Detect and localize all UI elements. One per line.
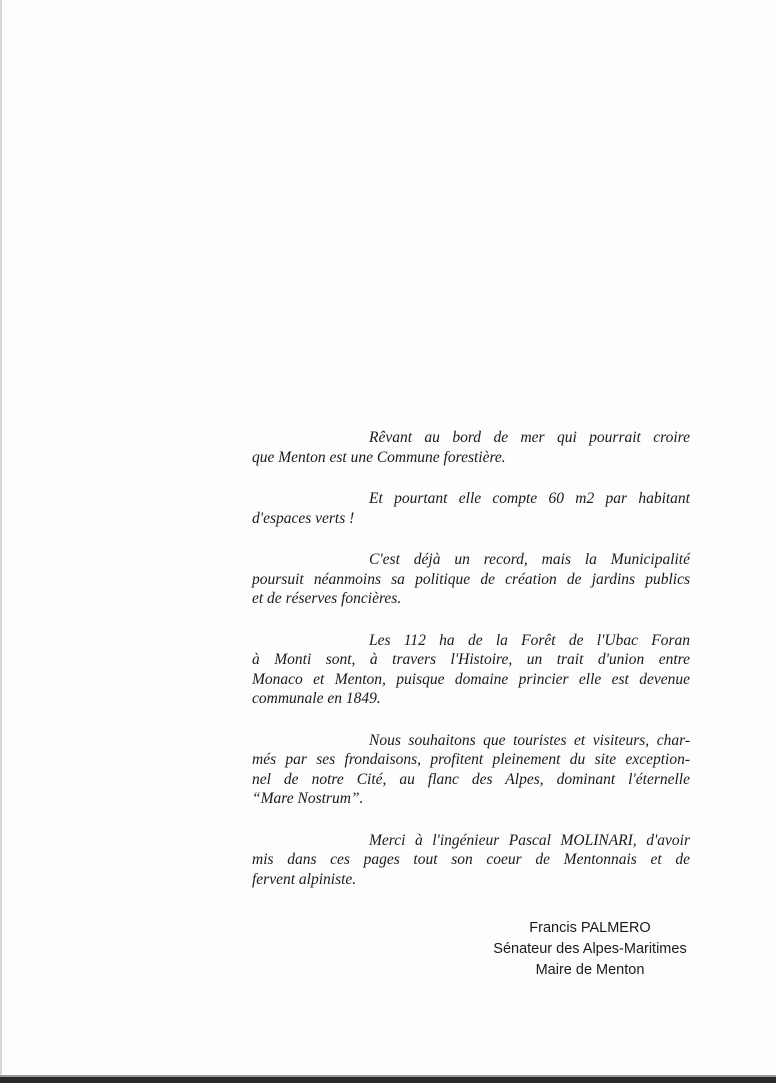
signatory-name: Francis PALMERO <box>529 920 651 936</box>
text-line: Monaco et Menton, puisque domaine princier elle est devenue <box>252 670 690 688</box>
paragraph-3 <box>252 550 690 609</box>
signatory-title: Maire de Menton <box>535 962 645 978</box>
text-line: més par ses frondaisons, profitent pleinement du site exception- <box>252 751 690 768</box>
text-line: Rêvant au bord de mer qui pourrait croire <box>369 429 690 446</box>
text-line: d'espaces verts ! <box>252 509 355 527</box>
paragraph-6 <box>252 831 690 890</box>
text-line: fervent alpiniste. <box>252 870 357 888</box>
text-line: C'est déjà un record, mais la Municipalité <box>369 551 690 568</box>
letter-body <box>252 428 690 911</box>
signatory-title: Sénateur des Alpes-Maritimes <box>493 941 687 957</box>
text-line: Et pourtant elle compte 60 m2 par habitant <box>369 490 690 507</box>
page-left-edge <box>0 0 2 1083</box>
signature-block <box>440 918 740 981</box>
paragraph-5 <box>252 731 690 809</box>
text-line: nel de notre Cité, au flanc des Alpes, dominant l'éternelle <box>252 770 690 788</box>
text-line: à Monti sont, à travers l'Histoire, un trait d'union entre <box>252 651 690 668</box>
text-line: communale en 1849. <box>252 690 381 707</box>
paragraph-2 <box>252 489 690 528</box>
page-bottom-edge <box>0 1077 776 1083</box>
text-line: et de réserves foncières. <box>252 590 402 607</box>
text-line: Merci à l'ingénieur Pascal MOLINARI, d'avoir <box>369 831 690 849</box>
paragraph-1 <box>252 428 690 467</box>
text-line: “Mare Nostrum”. <box>252 790 364 807</box>
text-line: poursuit néanmoins sa politique de création de jardins publics <box>252 570 690 588</box>
text-line: mis dans ces pages tout son coeur de Mentonnais et de <box>252 851 690 868</box>
text-line: Les 112 ha de la Forêt de l'Ubac Foran <box>369 631 690 649</box>
text-line: que Menton est une Commune forestière. <box>252 448 506 466</box>
text-line: Nous souhaitons que touristes et visiteurs, char- <box>369 731 690 749</box>
paragraph-4 <box>252 631 690 709</box>
